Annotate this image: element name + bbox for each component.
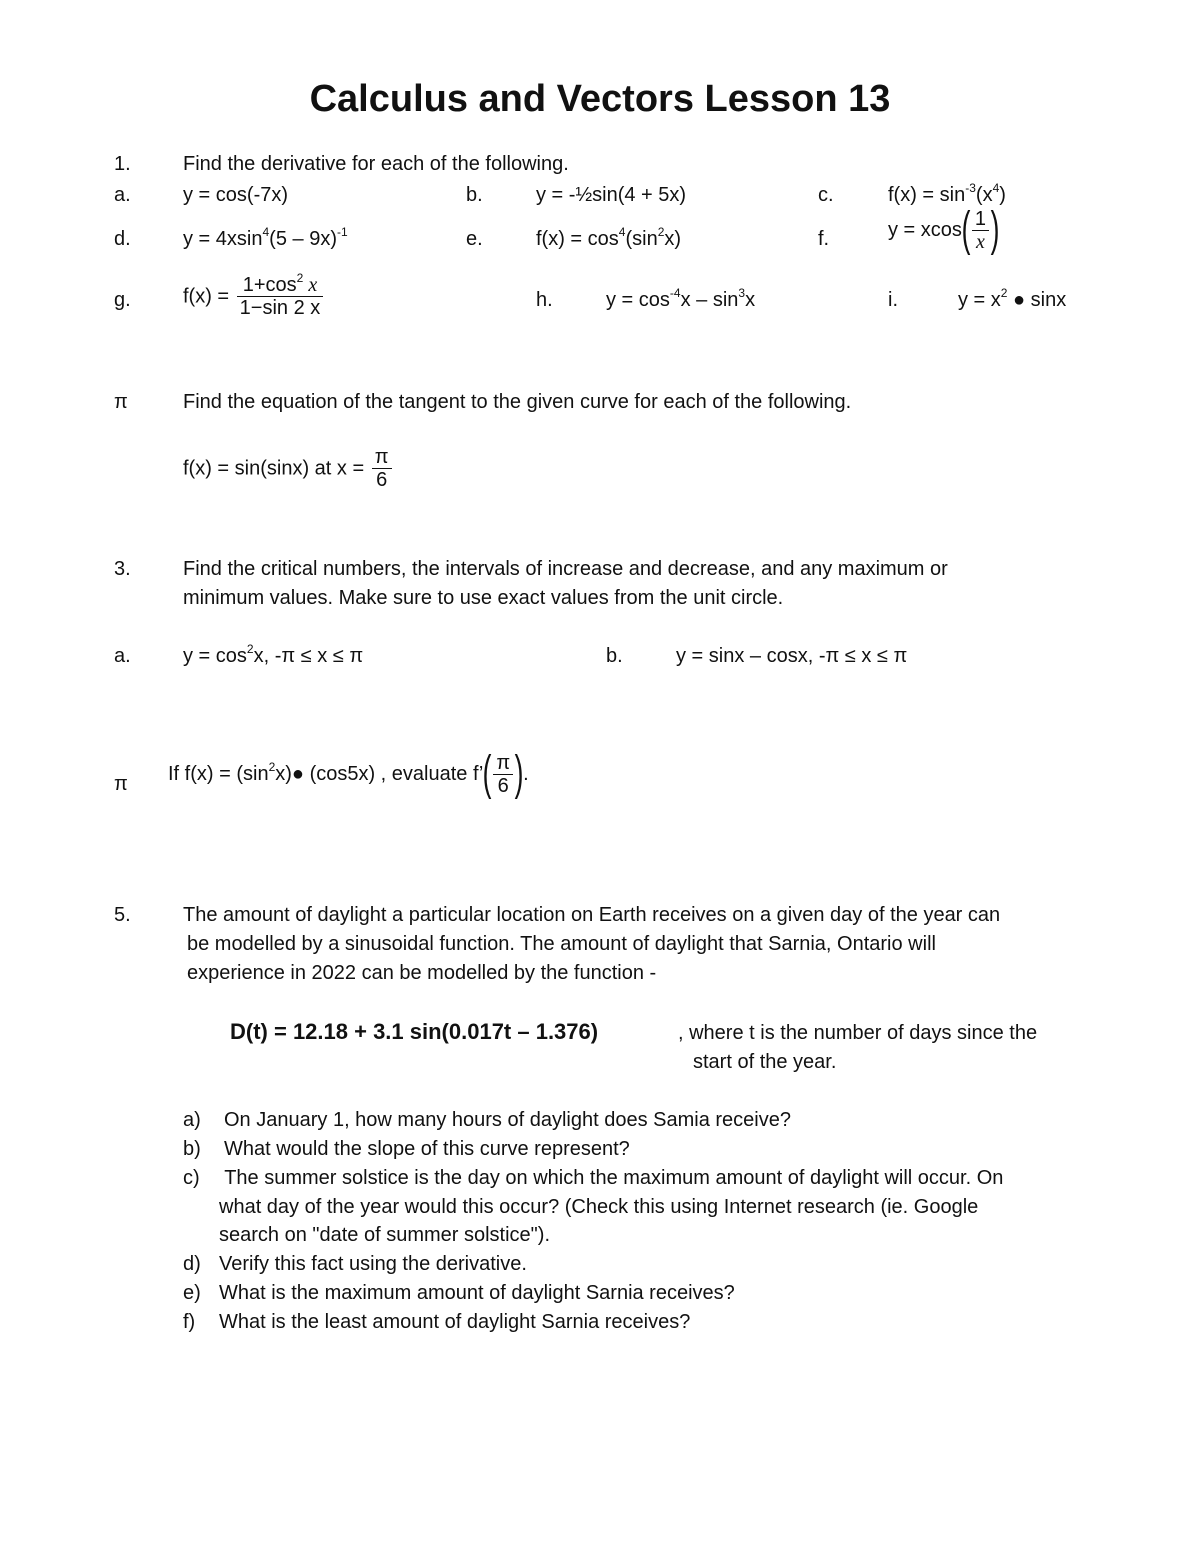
q1a-expr: y = cos(-7x)	[183, 184, 289, 206]
q1b-label: b.	[466, 184, 483, 206]
q5-line3: experience in 2022 can be modelled by the function -	[187, 962, 657, 984]
q1-number: 1.	[114, 153, 131, 175]
q5d-label: d)	[183, 1253, 201, 1275]
q1g-expr: f(x) = $\frac{1+\cos^2 x}{1-\sin 2 x}$	[183, 274, 325, 319]
q1h-label: h.	[536, 289, 553, 311]
q5-formula: D(t) = 12.18 + 3.1 sin(0.017t – 1.376)	[230, 1019, 599, 1044]
q3b-label: b.	[606, 645, 623, 667]
q4-fraction: $\frac{\pi}{6}$	[493, 752, 513, 797]
q1a-label: a.	[114, 184, 131, 206]
q1f-fraction: $\frac{1}{x}$	[972, 208, 989, 253]
q5c-text-line1: The summer solstice is the day on which the maximum amount of daylight will occur. On	[219, 1167, 1004, 1189]
q5-line2: be modelled by a sinusoidal function. The amount of daylight that Sarnia, Ontario will	[187, 933, 936, 955]
q5f-text: What is the least amount of daylight Sarnia receives?	[219, 1311, 691, 1333]
q1i-expr: $y = x^2$ ● sinx	[958, 286, 1067, 311]
q3-prompt-line1: Find the critical numbers, the intervals of increase and decrease, and any maximum or	[183, 558, 948, 580]
q1f-expr: y = xcos( $\frac{1}{x}$ )	[888, 203, 1000, 256]
q5-number: 5.	[114, 904, 131, 926]
q5d-text: Verify this fact using the derivative.	[219, 1253, 527, 1275]
q3-number: 3.	[114, 558, 131, 580]
q3b-expr: y = sinx – cosx, -π ≤ x ≤ π	[676, 645, 908, 667]
q5e-text: What is the maximum amount of daylight Sarnia receives?	[219, 1282, 735, 1304]
q1c-label: c.	[818, 184, 834, 206]
q2-fraction: $\frac{\pi}{6}$	[372, 446, 392, 491]
q1d-expr: y = 4xsin$^4$(5 – 9x)$^{-1}$	[183, 225, 348, 250]
q1h-expr: $y = \cos^{-4}x - \sin^3x$	[606, 286, 756, 311]
q3a-expr: $y = \cos^2x$, -π ≤ x ≤ π	[183, 642, 364, 667]
q5-line1: The amount of daylight a particular location on Earth receives on a given day of the year can	[183, 904, 1001, 926]
q1-prompt: Find the derivative for each of the following.	[183, 153, 569, 175]
q5a-label: a)	[183, 1109, 201, 1131]
q2-prompt: Find the equation of the tangent to the given curve for each of the following.	[183, 391, 852, 413]
q5-note-line1: , where t is the number of days since the	[678, 1022, 1038, 1044]
q1f-label: f.	[818, 228, 830, 250]
q1e-label: e.	[466, 228, 483, 250]
page-title: Calculus and Vectors Lesson 13	[309, 78, 891, 120]
q2-number: π	[114, 391, 128, 413]
q2-expr: f(x) = sin(sinx) at x = $\frac{\pi}{6}$	[183, 446, 394, 491]
q1g-fraction: $\frac{1+\cos^2 x}{1-\sin 2 x}$	[237, 274, 324, 319]
q5c-text-line3: search on "date of summer solstice").	[219, 1224, 550, 1246]
q5e-label: e)	[183, 1282, 201, 1304]
q1d-label: d.	[114, 228, 131, 250]
q4-number: π	[114, 773, 128, 795]
q3a-label: a.	[114, 645, 131, 667]
q5b-text: What would the slope of this curve represent?	[224, 1138, 630, 1160]
q5c-label: c)	[183, 1167, 200, 1189]
q3-prompt-line2: minimum values. Make sure to use exact values from the unit circle.	[183, 587, 784, 609]
q4-expr: If $f(x) = (\sin^2x)●$ (cos5x) , evaluate f’( $\frac{\pi}{6}$ ).	[168, 747, 529, 800]
q5c-text-line2: what day of the year would this occur? (Check this using Internet research (ie. Google	[219, 1196, 979, 1218]
q1i-label: i.	[888, 289, 898, 311]
q5f-label: f)	[183, 1311, 196, 1333]
q1c-expr: $f(x) = \sin^{-3}(x^4)$	[888, 181, 1006, 206]
q1b-expr: y = -½sin(4 + 5x)	[536, 184, 687, 206]
q5b-label: b)	[183, 1138, 201, 1160]
q1e-expr: $f(x) = \cos^4(\sin^2x)$	[536, 225, 682, 250]
q5a-text: On January 1, how many hours of daylight does Samia receive?	[224, 1109, 791, 1131]
q5-note-line2: start of the year.	[693, 1051, 837, 1073]
q1g-label: g.	[114, 289, 131, 311]
